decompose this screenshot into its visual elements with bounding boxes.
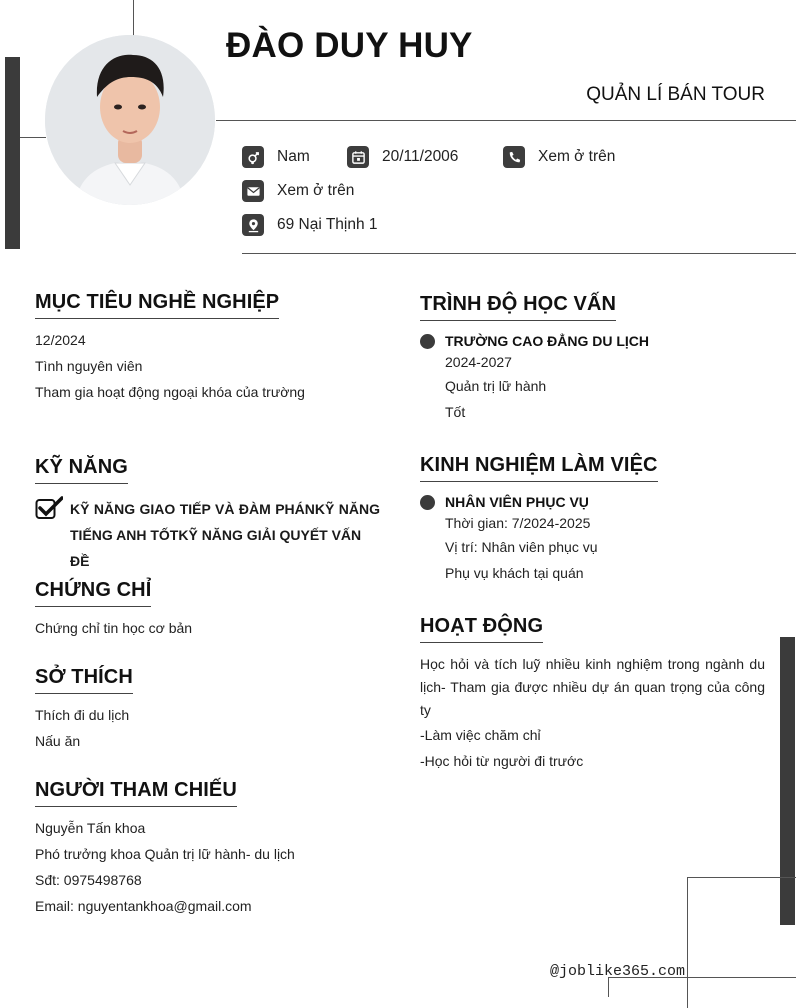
hobby-item: Thích đi du lịch [35,707,130,723]
left-accent-bar [5,57,20,249]
activities-title: HOẠT ĐỘNG [420,615,543,643]
experience-title: KINH NGHIỆM LÀM VIỆC [420,454,658,482]
education-line: 2024-2027 [445,354,512,370]
reference-line: Email: nguyentankhoa@gmail.com [35,898,252,914]
position-name: NHÂN VIÊN PHỤC VỤ [445,494,589,510]
gender-icon [242,146,264,168]
education-bullet [420,334,435,349]
top-vertical-line [133,0,134,36]
phone-value: Xem ở trên [538,148,616,165]
gender-value: Nam [277,148,310,165]
hobby-item: Nấu ăn [35,733,81,749]
skills-text-line: KỸ NĂNG GIAO TIẾP VÀ ĐÀM PHÁNKỸ NĂNG [70,501,380,517]
experience-section [420,454,765,586]
contact-phone [503,145,615,169]
contact-address [242,213,378,237]
activities-line: lịch- Tham gia được nhiều dự án quan trọng của công ty [420,679,765,718]
phone-icon [503,146,525,168]
left-horizontal-line [20,137,46,138]
experience-line: Thời gian: 7/2024-2025 [445,515,591,531]
education-line: Quản trị lữ hành [445,378,547,394]
reference-line: Phó trưởng khoa Quản trị lữ hành- du lịch [35,846,295,862]
email-value: Xem ở trên [277,182,355,199]
watermark: @joblike365.com [550,963,686,980]
skills-text-line: TIẾNG ANH TỐTKỸ NĂNG GIẢI QUYẾT VẤN ĐỀ [70,527,362,569]
header-divider [216,120,796,121]
objective-line: Tham gia hoạt động ngoại khóa của trường [35,384,305,400]
email-icon [242,180,264,202]
reference-line: Nguyễn Tấn khoa [35,820,146,836]
job-title: QUẢN LÍ BÁN TOUR [586,84,765,105]
skills-section [35,456,381,574]
experience-bullet [420,495,435,510]
certificates-section [35,579,385,641]
checkbox-icon [35,496,63,574]
school-name: TRƯỜNG CAO ĐẲNG DU LỊCH [445,333,649,349]
bottom-right-frame [687,877,796,1008]
avatar [45,35,215,205]
contact-gender [242,145,310,169]
contact-email [242,179,354,203]
skills-title: KỸ NĂNG [35,456,128,484]
contact-divider [242,253,796,254]
activities-line: -Làm việc chăm chỉ [420,727,541,743]
objective-title: MỤC TIÊU NGHỀ NGHIỆP [35,291,279,319]
hobbies-section [35,666,385,754]
birthday-value: 20/11/2006 [382,148,459,165]
certificates-title: CHỨNG CHỈ [35,579,151,607]
contact-birthday [347,145,458,169]
location-icon [242,214,264,236]
address-value: 69 Nại Thịnh 1 [277,216,378,233]
activities-section [420,615,765,774]
objective-section [35,291,385,405]
reference-line: Sđt: 0975498768 [35,872,142,888]
objective-line: 12/2024 [35,332,86,348]
activities-line: -Học hỏi từ người đi trước [420,753,584,769]
education-line: Tốt [445,404,466,420]
education-title: TRÌNH ĐỘ HỌC VẤN [420,293,616,321]
education-section [420,293,765,425]
calendar-icon [347,146,369,168]
activities-line: Học hỏi và tích luỹ nhiều kinh nghiệm trong ngành du [420,656,765,672]
certificate-item: Chứng chỉ tin học cơ bản [35,620,193,636]
candidate-name: ĐÀO DUY HUY [226,26,473,65]
experience-line: Phụ vụ khách tại quán [445,565,584,581]
objective-line: Tình nguyên viên [35,358,143,374]
references-title: NGƯỜI THAM CHIẾU [35,779,237,807]
hobbies-title: SỞ THÍCH [35,666,133,694]
references-section [35,779,385,919]
experience-line: Vị trí: Nhân viên phục vụ [445,539,598,555]
bottom-vertical-line [608,977,609,997]
